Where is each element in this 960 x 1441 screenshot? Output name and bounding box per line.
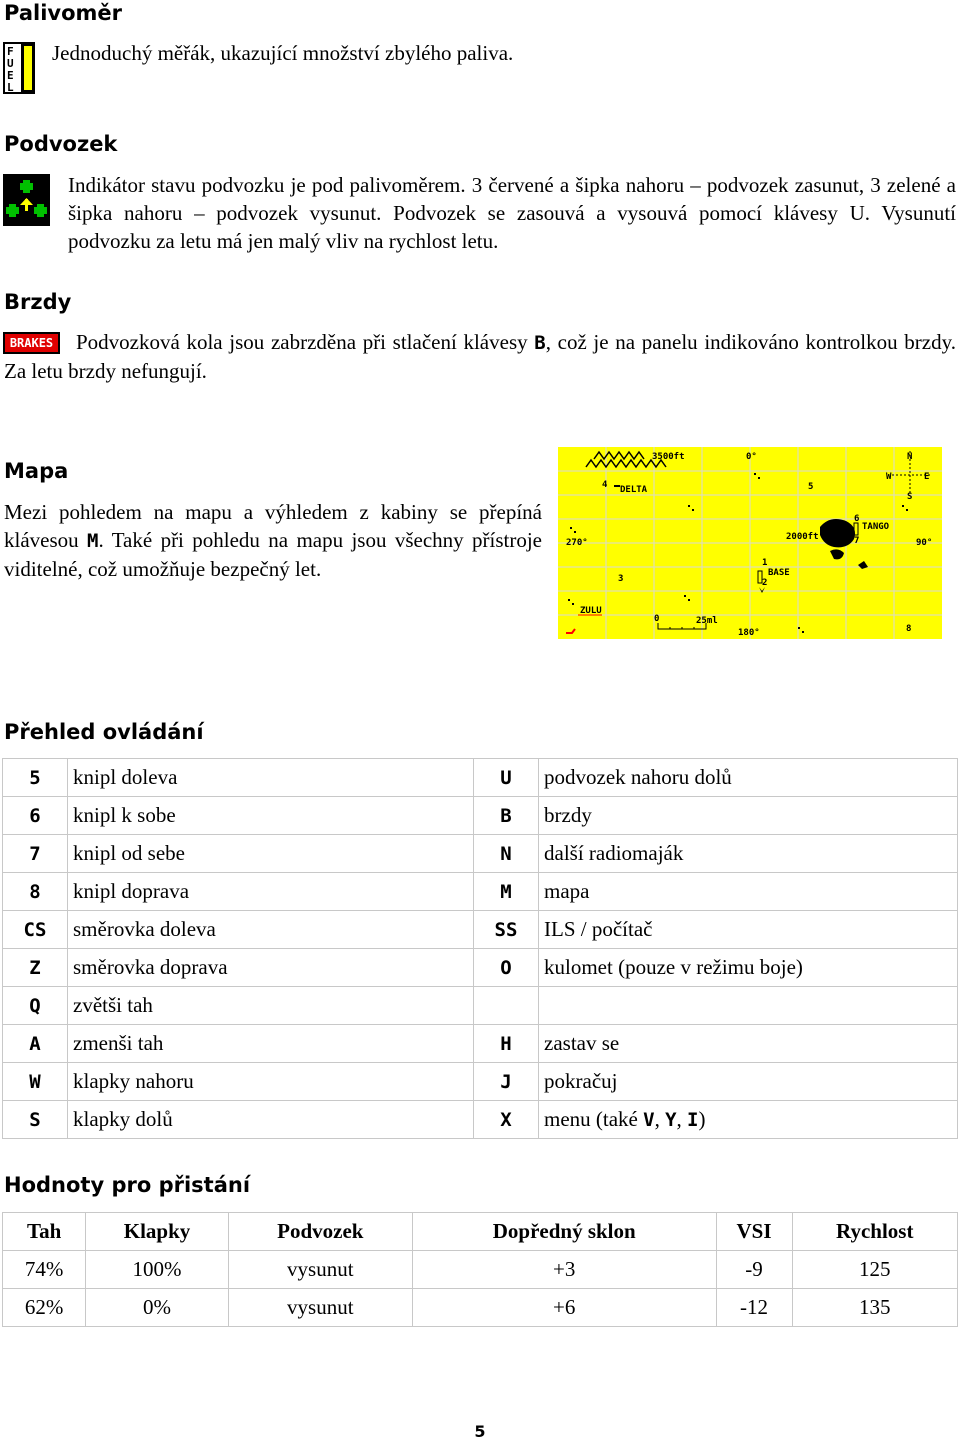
- control-description: zmenši tah: [68, 1025, 474, 1063]
- control-key: Z: [3, 949, 68, 987]
- map-description: [4, 498, 542, 583]
- control-key: J: [474, 1063, 539, 1101]
- control-key: U: [474, 759, 539, 797]
- brakes-icon-label: BRAKES: [5, 334, 58, 352]
- control-description: zastav se: [539, 1025, 958, 1063]
- compass-n: N: [907, 452, 913, 462]
- control-description: [539, 987, 958, 1025]
- landing-table: [2, 1212, 958, 1327]
- control-description: mapa: [539, 873, 958, 911]
- map-label-4: 4: [602, 480, 608, 490]
- control-key: N: [474, 835, 539, 873]
- landing-column-header: VSI: [716, 1213, 792, 1251]
- map-label-2000ft: 2000ft: [786, 532, 819, 542]
- landing-cell: -12: [716, 1289, 792, 1327]
- control-description: knipl doprava: [68, 873, 474, 911]
- menu-text: menu (také: [544, 1107, 644, 1131]
- control-description: kulomet (pouze v režimu boje): [539, 949, 958, 987]
- control-description: další radiomaják: [539, 835, 958, 873]
- map-text-after: . Také při pohledu na mapu jsou všechny přístroje viditelné, což umožňuje bezpečný let.: [4, 528, 542, 581]
- controls-row: [3, 1101, 958, 1139]
- fuel-heading: Palivoměr: [4, 1, 122, 25]
- controls-row: [3, 987, 958, 1025]
- map-label-delta: DELTA: [620, 485, 648, 495]
- map-label-zulu: ZULU: [580, 606, 602, 616]
- map-label-2: 2: [762, 578, 768, 588]
- control-key: S: [3, 1101, 68, 1139]
- landing-cell: 74%: [3, 1251, 86, 1289]
- map-label-90deg: 90°: [916, 538, 933, 548]
- controls-row: [3, 1063, 958, 1101]
- map-label-8: 8: [906, 624, 912, 634]
- menu-sep: ,: [654, 1107, 666, 1131]
- controls-row: [3, 797, 958, 835]
- brakes-text-before: Podvozková kola jsou zabrzděna při stlačení klávesy: [76, 330, 535, 354]
- control-description: klapky dolů: [68, 1101, 474, 1139]
- compass-s: S: [907, 492, 913, 502]
- map-label-1: 1: [762, 558, 768, 568]
- control-key: H: [474, 1025, 539, 1063]
- control-key: X: [474, 1101, 539, 1139]
- control-key: M: [474, 873, 539, 911]
- landing-column-header: Rychlost: [792, 1213, 957, 1251]
- controls-row: [3, 911, 958, 949]
- landing-cell: -9: [716, 1251, 792, 1289]
- map-label-0deg: 0°: [746, 452, 757, 462]
- control-key: A: [3, 1025, 68, 1063]
- control-description: směrovka doprava: [68, 949, 474, 987]
- menu-sep: ,: [676, 1107, 688, 1131]
- compass-e: E: [924, 472, 930, 482]
- controls-row: [3, 1025, 958, 1063]
- map-key: M: [87, 530, 99, 552]
- controls-row: [3, 949, 958, 987]
- landing-heading: Hodnoty pro přistání: [4, 1173, 251, 1197]
- controls-row: [3, 759, 958, 797]
- control-description: knipl doleva: [68, 759, 474, 797]
- control-key: SS: [474, 911, 539, 949]
- landing-cell: +6: [412, 1289, 716, 1327]
- landing-column-header: Podvozek: [228, 1213, 412, 1251]
- brakes-heading: Brzdy: [4, 290, 72, 314]
- fuel-level-bar: [24, 46, 32, 90]
- landing-table-header-row: [3, 1213, 958, 1251]
- gear-heading: Podvozek: [4, 132, 118, 156]
- compass-w: W: [886, 472, 892, 482]
- control-description: pokračuj: [539, 1063, 958, 1101]
- map-screenshot: [558, 447, 942, 639]
- gear-description: Indikátor stavu podvozku je pod palivoměrem. 3 červené a šipka nahoru – podvozek zasunut, 3 zelené a šipka nahoru – podvozek vysunut. Podvozek se zasouvá a vysouvá pomocí klávesy U. Vysunutí podvozku za letu má jen malý vliv na rychlost letu.: [68, 173, 956, 253]
- fuel-icon-letter-f: F: [7, 45, 14, 58]
- control-description: knipl od sebe: [68, 835, 474, 873]
- map-label-scale-0: 0: [654, 614, 660, 624]
- menu-key-y: Y: [665, 1109, 677, 1131]
- control-key: 5: [3, 759, 68, 797]
- landing-column-header: Klapky: [86, 1213, 228, 1251]
- control-key: 7: [3, 835, 68, 873]
- landing-cell: vysunut: [228, 1289, 412, 1327]
- control-description: podvozek nahoru dolů: [539, 759, 958, 797]
- brakes-indicator-icon: [3, 332, 60, 354]
- map-label-6: 6: [854, 514, 860, 524]
- landing-gear-indicator-icon: [3, 174, 50, 226]
- controls-heading: Přehled ovládání: [4, 720, 204, 744]
- control-description: směrovka doleva: [68, 911, 474, 949]
- landing-cell: 125: [792, 1251, 957, 1289]
- control-key: O: [474, 949, 539, 987]
- map-label-3: 3: [618, 574, 624, 584]
- controls-row: [3, 873, 958, 911]
- control-key: [474, 987, 539, 1025]
- map-label-270deg: 270°: [566, 538, 588, 548]
- menu-key-i: I: [687, 1109, 699, 1131]
- control-description: brzdy: [539, 797, 958, 835]
- landing-column-header: Dopředný sklon: [412, 1213, 716, 1251]
- menu-key-v: V: [643, 1109, 655, 1131]
- control-description: klapky nahoru: [68, 1063, 474, 1101]
- control-description: knipl k sobe: [68, 797, 474, 835]
- landing-column-header: Tah: [3, 1213, 86, 1251]
- map-text-before: Mezi pohledem na mapu a výhledem z kabiny se přepíná klávesou: [4, 500, 542, 552]
- map-label-25ml: 25ml: [696, 616, 718, 626]
- landing-row: [3, 1251, 958, 1289]
- control-key: 8: [3, 873, 68, 911]
- landing-cell: 135: [792, 1289, 957, 1327]
- landing-cell: 100%: [86, 1251, 228, 1289]
- fuel-icon-letter-u: U: [7, 57, 14, 70]
- landing-row: [3, 1289, 958, 1327]
- control-key: W: [3, 1063, 68, 1101]
- brakes-text-after: , což je na panelu indikováno kontrolkou brzdy. Za letu brzdy nefungují.: [4, 330, 956, 383]
- control-description: [539, 1101, 958, 1139]
- map-screenshot-svg: [558, 447, 942, 639]
- map-label-5: 5: [808, 482, 814, 492]
- landing-cell: 62%: [3, 1289, 86, 1327]
- fuel-icon-letter-l: L: [7, 81, 14, 94]
- control-key: B: [474, 797, 539, 835]
- control-key: 6: [3, 797, 68, 835]
- control-description: zvětši tah: [68, 987, 474, 1025]
- menu-close: ): [698, 1107, 706, 1131]
- control-key: CS: [3, 911, 68, 949]
- map-label-180deg: 180°: [738, 628, 760, 638]
- brakes-description: [4, 328, 956, 385]
- landing-cell: +3: [412, 1251, 716, 1289]
- landing-cell: 0%: [86, 1289, 228, 1327]
- map-label-7: 7: [854, 536, 860, 546]
- controls-table: [2, 758, 958, 1139]
- map-label-base: BASE: [768, 568, 790, 578]
- fuel-description: Jednoduchý měřák, ukazující množství zbylého paliva.: [52, 41, 514, 65]
- brakes-key: B: [534, 332, 546, 354]
- page-number: 5: [474, 1422, 486, 1441]
- controls-row: [3, 835, 958, 873]
- fuel-gauge-icon: [3, 42, 35, 94]
- map-heading: Mapa: [4, 459, 69, 483]
- control-description: ILS / počítač: [539, 911, 958, 949]
- map-label-3500ft: 3500ft: [652, 452, 685, 462]
- control-key: Q: [3, 987, 68, 1025]
- fuel-icon-letter-e: E: [7, 69, 14, 82]
- landing-cell: vysunut: [228, 1251, 412, 1289]
- map-label-tango: TANGO: [862, 522, 890, 532]
